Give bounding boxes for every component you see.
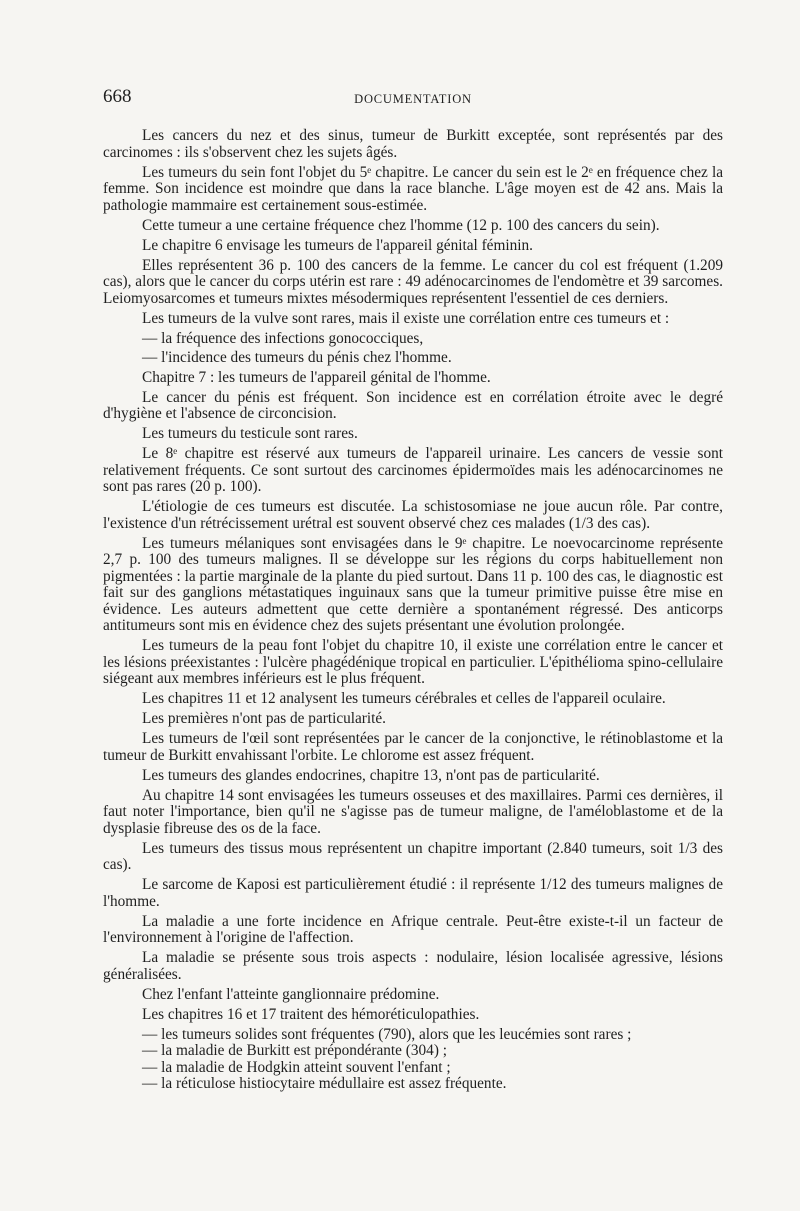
paragraph: Les premières n'ont pas de particularité. (142, 710, 387, 727)
paragraph: Chapitre 7 : les tumeurs de l'appareil génital de l'homme. (142, 368, 491, 386)
list-item: — la maladie de Burkitt est prépondérante (304) ; (142, 1042, 447, 1059)
paragraph: Au chapitre 14 sont envisagées les tumeurs osseuses et des maxillaires. Parmi ces dernières, il faut noter l'importance, bien qu'il ne s'agisse pas de tumeur maligne, de l'améloblastome et de la dysplasie fibreuse des os de la face. (103, 786, 723, 837)
running-title: DOCUMENTATION (354, 92, 472, 106)
paragraph: L'étiologie de ces tumeurs est discutée. La schistosomiase ne joue aucun rôle. Par contre, l'existence d'un rétrécissement urétral est souvent observé chez ces malades (1/3 des cas). (103, 498, 723, 532)
list-item: — les tumeurs solides sont fréquentes (790), alors que les leucémies sont rares ; (142, 1025, 632, 1043)
page-header (103, 86, 723, 112)
paragraph: Les tumeurs du sein font l'objet du 5ᵉ chapitre. Le cancer du sein est le 2ᵉ en fréquence chez la femme. Son incidence est moindre que dans la race blanche. L'âge moyen est de 42 ans. Mais la pathologie mammaire est certainement sous-estimée. (103, 163, 723, 214)
list-item: — l'incidence des tumeurs du pénis chez l'homme. (142, 349, 452, 366)
body-text (103, 128, 723, 1093)
paragraph: Les chapitres 16 et 17 traitent des hémoréticulopathies. (142, 1005, 480, 1023)
paragraph: Cette tumeur a une certaine fréquence chez l'homme (12 p. 100 des cancers du sein). (142, 216, 660, 234)
paragraph: Les tumeurs de l'œil sont représentées par le cancer de la conjonctive, le rétinoblastome et la tumeur de Burkitt envahissant l'orbite. Le chlorome est assez fréquent. (103, 730, 723, 764)
list-item: — la fréquence des infections gonococciques, (142, 329, 424, 347)
paragraph: La maladie se présente sous trois aspects : nodulaire, lésion localisée agressive, lésions généralisées. (103, 949, 723, 983)
list-item: — la maladie de Hodgkin atteint souvent l'enfant ; (142, 1058, 451, 1076)
paragraph: Le 8ᵉ chapitre est réservé aux tumeurs de l'appareil urinaire. Les cancers de vessie sont relativement fréquents. Ce sont surtout des carcinomes épidermoïdes mais les adénocarcinomes ne sont pas rares (20 p. 100). (103, 445, 723, 495)
paragraph: Les tumeurs des glandes endocrines, chapitre 13, n'ont pas de particularité. (142, 766, 600, 784)
paragraph: Les cancers du nez et des sinus, tumeur de Burkitt exceptée, sont représentés par des carcinomes : ils s'observent chez les sujets âgés. (103, 127, 723, 161)
list-item: — la réticulose histiocytaire médullaire est assez fréquente. (142, 1075, 507, 1092)
paragraph: Les tumeurs de la vulve sont rares, mais il existe une corrélation entre ces tumeurs et : (142, 309, 670, 327)
paragraph: Les tumeurs du testicule sont rares. (142, 425, 358, 442)
document-page (103, 86, 723, 1093)
paragraph: Le sarcome de Kaposi est particulièrement étudié : il représente 1/12 des tumeurs malignes de l'homme. (103, 876, 723, 910)
paragraph: Les tumeurs de la peau font l'objet du chapitre 10, il existe une corrélation entre le cancer et les lésions préexistantes : l'ulcère phagédénique tropical en particulier. L'épithélioma spino-cellulaire siégeant aux membres inférieurs est le plus fréquent. (103, 637, 723, 687)
paragraph: Chez l'enfant l'atteinte ganglionnaire prédomine. (142, 985, 440, 1003)
paragraph: Elles représentent 36 p. 100 des cancers de la femme. Le cancer du col est fréquent (1.209 cas), alors que le cancer du corps utérin est rare : 49 adénocarcinomes de l'endomètre et 39 sarcomes. Leiomyosarcomes et tumeurs mixtes mésodermiques représentent l'essentiel de ces derniers. (103, 256, 723, 307)
paragraph: Le chapitre 6 envisage les tumeurs de l'appareil génital féminin. (142, 236, 533, 254)
paragraph: La maladie a une forte incidence en Afrique centrale. Peut-être existe-t-il un facteur de l'environnement à l'origine de l'affection. (103, 912, 723, 946)
paragraph: Les tumeurs des tissus mous représentent un chapitre important (2.840 tumeurs, soit 1/3 des cas). (103, 839, 723, 873)
page-number: 668 (103, 86, 132, 107)
paragraph: Les chapitres 11 et 12 analysent les tumeurs cérébrales et celles de l'appareil oculaire. (142, 690, 666, 707)
paragraph: Le cancer du pénis est fréquent. Son incidence est en corrélation étroite avec le degré d'hygiène et l'absence de circoncision. (103, 388, 723, 422)
paragraph: Les tumeurs mélaniques sont envisagées dans le 9ᵉ chapitre. Le noevocarcinome représente 2,7 p. 100 des tumeurs malignes. Il se développe sur les régions du corps habituellement non pigmentées : la partie marginale de la plante du pied surtout. Dans 11 p. 100 des cas, le diagnostic est fait sur des ganglions métastatiques inguinaux sans que la tumeur primitive puisse être mise en évidence. Les auteurs admettent que cette dernière a spontanément régressé. Des anticorps antitumeurs sont mis en évidence chez des sujets présentant une évolution prolongée. (103, 534, 723, 634)
